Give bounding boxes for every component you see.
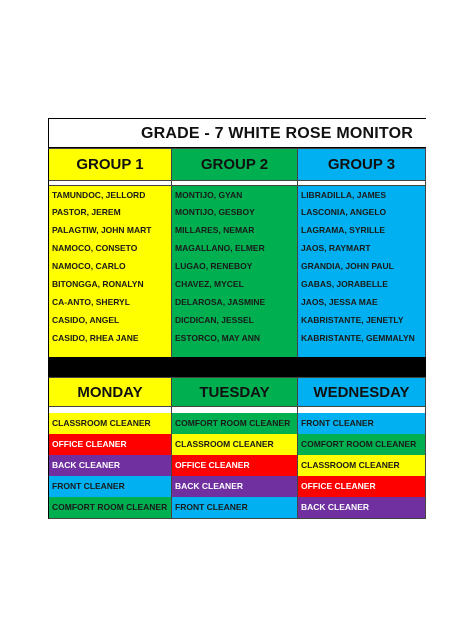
day-column xyxy=(48,377,172,519)
member-cell: JAOS, JESSA MAE xyxy=(301,297,378,307)
task-cell: OFFICE CLEANER xyxy=(49,434,171,455)
day-column xyxy=(172,377,298,519)
group-header: GROUP 2 xyxy=(172,149,297,181)
member-cell: PASTOR, JEREM xyxy=(52,207,121,217)
task-cell: COMFORT ROOM CLEANER xyxy=(298,434,425,455)
member-cell: CASIDO, RHEA JANE xyxy=(52,333,139,343)
member-cell: DELAROSA, JASMINE xyxy=(175,297,266,307)
task-cell: COMFORT ROOM CLEANER xyxy=(172,413,297,434)
member-cell: CA-ANTO, SHERYL xyxy=(52,297,130,307)
member-cell: NAMOCO, CONSETO xyxy=(52,243,138,253)
member-cell: LUGAO, RENEBOY xyxy=(175,261,253,271)
member-cell: LIBRADILLA, JAMES xyxy=(298,185,425,203)
group-header: GROUP 3 xyxy=(298,149,425,181)
member-cell: TAMUNDOC, JELLORD xyxy=(49,185,171,203)
day-header: MONDAY xyxy=(49,378,171,407)
task-cell: FRONT CLEANER xyxy=(298,413,425,434)
group-header: GROUP 1 xyxy=(49,149,171,181)
member-cell: BITONGGA, RONALYN xyxy=(52,279,144,289)
member-cell: MILLARES, NEMAR xyxy=(175,225,255,235)
days-grid xyxy=(48,377,426,519)
member-cell: PALAGTIW, JOHN MART xyxy=(52,225,152,235)
member-cell: LASCONIA, ANGELO xyxy=(301,207,387,217)
member-cell: CHAVEZ, MYCEL xyxy=(175,279,244,289)
member-cell: MONTIJO, GYAN xyxy=(172,185,297,203)
day-header: WEDNESDAY xyxy=(298,378,425,407)
member-cell: LAGRAMA, SYRILLE xyxy=(301,225,386,235)
task-cell: CLASSROOM CLEANER xyxy=(49,413,171,434)
group-column xyxy=(298,148,426,365)
member-cell: ESTORCO, MAY ANN xyxy=(175,333,261,343)
group-column xyxy=(172,148,298,365)
groups-grid xyxy=(48,148,426,365)
task-cell: CLASSROOM CLEANER xyxy=(298,455,425,476)
sheet-title-box xyxy=(48,118,426,148)
task-cell: OFFICE CLEANER xyxy=(172,455,297,476)
member-cell: KABRISTANTE, JENETLY xyxy=(301,315,404,325)
member-cell: GABAS, JORABELLE xyxy=(301,279,388,289)
task-cell: COMFORT ROOM CLEANER xyxy=(49,497,171,518)
member-cell: GRANDIA, JOHN PAUL xyxy=(301,261,394,271)
member-cell: KABRISTANTE, GEMMALYN xyxy=(301,333,415,343)
day-column xyxy=(298,377,426,519)
task-cell: FRONT CLEANER xyxy=(172,497,297,518)
member-cell: MONTIJO, GESBOY xyxy=(175,207,255,217)
task-cell: CLASSROOM CLEANER xyxy=(172,434,297,455)
member-cell: DICDICAN, JESSEL xyxy=(175,315,254,325)
task-cell: BACK CLEANER xyxy=(298,497,425,518)
task-cell: OFFICE CLEANER xyxy=(298,476,425,497)
member-cell: MAGALLANO, ELMER xyxy=(175,243,265,253)
member-cell: JAOS, RAYMART xyxy=(301,243,371,253)
task-cell: BACK CLEANER xyxy=(172,476,297,497)
task-cell: FRONT CLEANER xyxy=(49,476,171,497)
member-cell: CASIDO, ANGEL xyxy=(52,315,120,325)
member-cell: NAMOCO, CARLO xyxy=(52,261,126,271)
sheet-title: GRADE - 7 WHITE ROSE MONITOR xyxy=(141,125,413,142)
day-header: TUESDAY xyxy=(172,378,297,407)
group-column xyxy=(48,148,172,365)
separator-bar xyxy=(48,357,426,377)
task-cell: BACK CLEANER xyxy=(49,455,171,476)
